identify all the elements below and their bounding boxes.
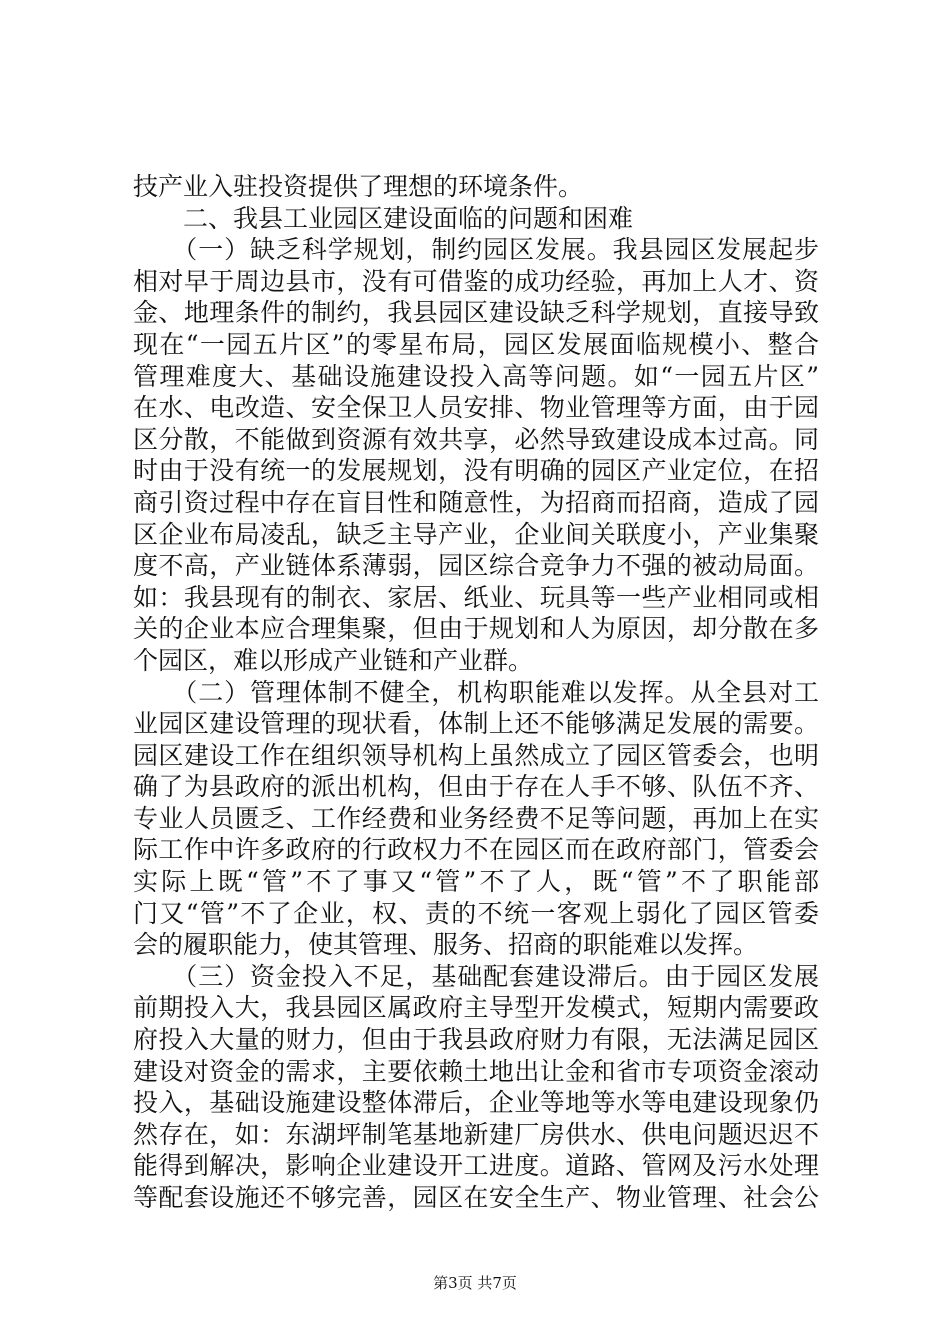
- text-line: 前期投入大，我县园区属政府主导型开发模式，短期内需要政: [133, 993, 819, 1023]
- text-line: 关的企业本应合理集聚，但由于规划和人为原因，却分散在多: [133, 614, 819, 644]
- text-line: 投入，基础设施建设整体滞后，企业等地等水等电建设现象仍: [133, 1088, 819, 1118]
- body-text: [133, 171, 819, 1214]
- text-line: 门又“管”不了企业，权、责的不统一客观上弱化了园区管委: [133, 898, 819, 928]
- text-line: 确了为县政府的派出机构，但由于存在人手不够、队伍不齐、: [133, 772, 819, 802]
- text-line: 府投入大量的财力，但由于我县政府财力有限，无法满足园区: [133, 1025, 819, 1055]
- text-line: 能得到解决，影响企业建设开工进度。道路、管网及污水处理: [133, 1151, 819, 1181]
- text-line: （二）管理体制不健全，机构职能难以发挥。从全县对工: [133, 677, 819, 707]
- text-line: 在水、电改造、安全保卫人员安排、物业管理等方面，由于园: [133, 393, 819, 423]
- text-line: 然存在，如：东湖坪制笔基地新建厂房供水、供电问题迟迟不: [133, 1119, 819, 1149]
- text-line: 如：我县现有的制衣、家居、纸业、玩具等一些产业相同或相: [133, 582, 819, 612]
- text-line: 二、我县工业园区建设面临的问题和困难: [133, 203, 634, 233]
- text-line: 等配套设施还不够完善，园区在安全生产、物业管理、社会公: [133, 1183, 819, 1212]
- page-footer: 第3页 共7页: [433, 1274, 517, 1292]
- text-line: 建设对资金的需求，主要依赖土地出让金和省市专项资金滚动: [133, 1056, 819, 1086]
- text-line: 专业人员匮乏、工作经费和业务经费不足等问题，再加上在实: [133, 803, 819, 833]
- text-line: 个园区，难以形成产业链和产业群。: [133, 645, 534, 675]
- text-line: （三）资金投入不足，基础配套建设滞后。由于园区发展: [133, 961, 819, 991]
- text-line: 园区建设工作在组织领导机构上虽然成立了园区管委会，也明: [133, 740, 819, 770]
- text-line: 时由于没有统一的发展规划，没有明确的园区产业定位，在招: [133, 456, 819, 486]
- text-line: 会的履职能力，使其管理、服务、招商的职能难以发挥。: [133, 930, 759, 960]
- text-line: 技产业入驻投资提供了理想的环境条件。: [133, 172, 584, 201]
- text-line: 区分散，不能做到资源有效共享，必然导致建设成本过高。同: [133, 424, 819, 454]
- text-line: 商引资过程中存在盲目性和随意性，为招商而招商，造成了园: [133, 487, 819, 517]
- text-line: 区企业布局凌乱，缺乏主导产业，企业间关联度小，产业集聚: [133, 519, 819, 549]
- text-line: 业园区建设管理的现状看，体制上还不能够满足发展的需要。: [133, 709, 819, 739]
- text-line: 现在“一园五片区”的零星布局，园区发展面临规模小、整合: [133, 329, 819, 359]
- text-line: 管理难度大、基础设施建设投入高等问题。如“一园五片区”: [133, 361, 819, 391]
- text-line: 相对早于周边县市，没有可借鉴的成功经验，再加上人才、资: [133, 266, 819, 296]
- text-line: （一）缺乏科学规划，制约园区发展。我县园区发展起步: [133, 235, 819, 265]
- text-line: 实际上既“管”不了事又“管”不了人，既“管”不了职能部: [133, 867, 819, 897]
- text-line: 金、地理条件的制约，我县园区建设缺乏科学规划，直接导致: [133, 298, 819, 328]
- text-line: 际工作中许多政府的行政权力不在园区而在政府部门，管委会: [133, 835, 819, 865]
- text-line: 度不高，产业链体系薄弱，园区综合竞争力不强的被动局面。: [133, 551, 819, 581]
